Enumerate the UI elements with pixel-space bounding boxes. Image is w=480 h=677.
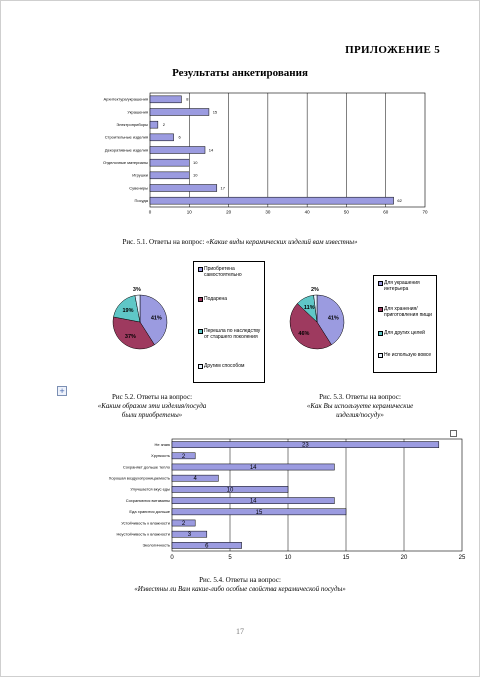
caption-fig2-line1: Рис 5.2. Ответы на вопрос:: [111, 393, 193, 401]
x-tick-label: 50: [343, 209, 349, 215]
category-label: Отделочные материалы: [102, 160, 148, 165]
caption-fig4-line1: Рис. 5.4. Ответы на вопрос:: [199, 576, 281, 584]
category-label: Улучшается вкус еды: [130, 486, 170, 492]
legend-swatch: [198, 297, 203, 302]
data-label: 2: [162, 122, 165, 127]
caption-fig3: [280, 393, 440, 420]
bar: [150, 109, 209, 116]
legend-label: Для других целей: [384, 330, 425, 336]
legend-label: Для украшения интерьера: [384, 280, 420, 292]
x-tick-label: 0: [170, 555, 174, 561]
x-tick-label: 5: [228, 555, 232, 561]
bar: [150, 147, 205, 154]
bar: [150, 134, 174, 141]
x-tick-label: 20: [226, 209, 232, 215]
pie-acquisition: [100, 282, 180, 362]
caption-fig3-line1: Рис. 5.3. Ответы на вопрос:: [319, 393, 401, 401]
data-label: 6: [205, 543, 209, 550]
caption-fig1: [40, 238, 440, 247]
caption-fig2: [72, 393, 232, 420]
legend-swatch: [198, 267, 203, 272]
data-label: 4: [193, 476, 197, 483]
x-tick-label: 10: [284, 555, 292, 561]
slice-label: 41%: [327, 315, 339, 322]
bar: [150, 96, 181, 103]
data-label: 2: [181, 521, 186, 527]
x-tick-label: 40: [304, 209, 310, 215]
chart-ceramic-properties: [52, 436, 472, 568]
caption-fig2-line3: были приобретены»: [121, 411, 183, 419]
category-label: Декоративные изделия: [104, 147, 148, 153]
legend-label: Не использую вовсе: [384, 352, 432, 358]
data-label: 17: [220, 185, 226, 191]
category-label: Не знаю: [154, 441, 170, 447]
slice-label: 37%: [124, 334, 136, 341]
appendix-heading: ПРИЛОЖЕНИЕ 5: [345, 44, 440, 56]
legend-acquisition: [193, 261, 265, 383]
category-label: Игрушки: [132, 172, 148, 178]
x-tick-label: 10: [186, 209, 192, 215]
chart-known-ceramics: [70, 90, 440, 232]
data-label: 15: [212, 109, 218, 115]
data-label: 8: [186, 96, 189, 102]
category-label: Неустойчивость к влажности: [116, 531, 170, 537]
caption-fig1-question: «Какие виды керамических изделий вам известны»: [206, 238, 358, 246]
category-label: Электроприборы: [116, 122, 148, 127]
data-label: 62: [397, 198, 402, 203]
slice-label: 3%: [132, 287, 141, 294]
data-label: 15: [255, 509, 263, 516]
caption-fig3-line3: изделия/посуду»: [336, 411, 384, 419]
category-label: Хрупкость: [151, 453, 170, 459]
plot-area: [172, 439, 462, 551]
x-tick-label: 15: [342, 555, 350, 561]
legend-swatch: [198, 364, 203, 369]
category-label: Сохраняются витамины: [125, 497, 170, 503]
category-label: Строительные изделия: [104, 134, 148, 140]
legend-label: Подарена: [204, 296, 228, 302]
category-label: Сохраняет дольше тепло: [122, 464, 170, 470]
data-label: 23: [302, 442, 309, 449]
caption-fig3-line2: «Как Вы используете керамические: [306, 402, 414, 410]
legend-usage: [373, 275, 437, 373]
legend-label: Для хранения/приготовления пищи: [384, 306, 432, 318]
data-label: 14: [249, 465, 257, 471]
category-label: Устойчивость к влажности: [121, 520, 170, 526]
x-tick-label: 25: [458, 555, 466, 561]
slice-label: 46%: [298, 330, 310, 337]
legend-swatch: [378, 331, 383, 336]
caption-fig2-line2: «Каким образом эти изделия/посуда: [97, 402, 207, 410]
legend-label: Перешла по наследству от старшего поколения: [204, 328, 261, 340]
x-tick-label: 70: [422, 209, 428, 215]
data-label: 10: [193, 160, 198, 165]
category-label: Архитектура/украшения: [103, 96, 148, 102]
category-label: Экологичность: [142, 542, 170, 548]
legend-label: Приобретена самостоятельно: [204, 266, 242, 278]
bar: [150, 159, 189, 166]
caption-fig1-prefix: Рис. 5.1. Ответы на вопрос:: [122, 238, 207, 246]
x-tick-label: 20: [400, 555, 408, 561]
caption-fig4-line2: «Известны ли Вам какие-либо особые свойства керамической посуды»: [134, 585, 346, 593]
caption-fig4: [40, 576, 440, 594]
bar: [150, 172, 189, 179]
slice-label: 2%: [310, 287, 319, 294]
data-label: 3: [187, 532, 192, 539]
legend-swatch: [378, 307, 383, 312]
table-move-handle[interactable]: +: [57, 386, 67, 396]
legend-swatch: [378, 353, 383, 358]
data-label: 10: [193, 172, 198, 178]
legend-label: Другим способом: [204, 363, 245, 369]
slice-label: 19%: [122, 307, 134, 314]
page-number: 17: [236, 627, 244, 636]
data-label: 14: [208, 147, 214, 153]
x-tick-label: 0: [148, 209, 152, 215]
category-label: Еда хранится дольше: [129, 509, 170, 515]
data-label: 10: [226, 487, 234, 494]
legend-swatch: [378, 281, 383, 286]
legend-swatch: [198, 329, 203, 334]
bar: [150, 121, 158, 128]
data-label: 6: [178, 134, 181, 140]
pie-usage: [277, 282, 357, 362]
data-label: 2: [181, 453, 186, 460]
page-title: Результаты анкетирования: [172, 67, 308, 79]
data-label: 14: [249, 498, 257, 505]
category-label: Сувениры: [129, 185, 148, 191]
category-label: Украшения: [127, 109, 148, 115]
slice-label: 11%: [303, 304, 315, 311]
slice-label: 41%: [150, 315, 162, 322]
bar: [150, 197, 394, 204]
bar: [150, 185, 217, 192]
category-label: Хорошая воздухопроницаемость: [108, 475, 170, 481]
x-tick-label: 30: [265, 209, 271, 215]
x-tick-label: 60: [383, 209, 389, 215]
category-label: Посуда: [134, 198, 148, 203]
